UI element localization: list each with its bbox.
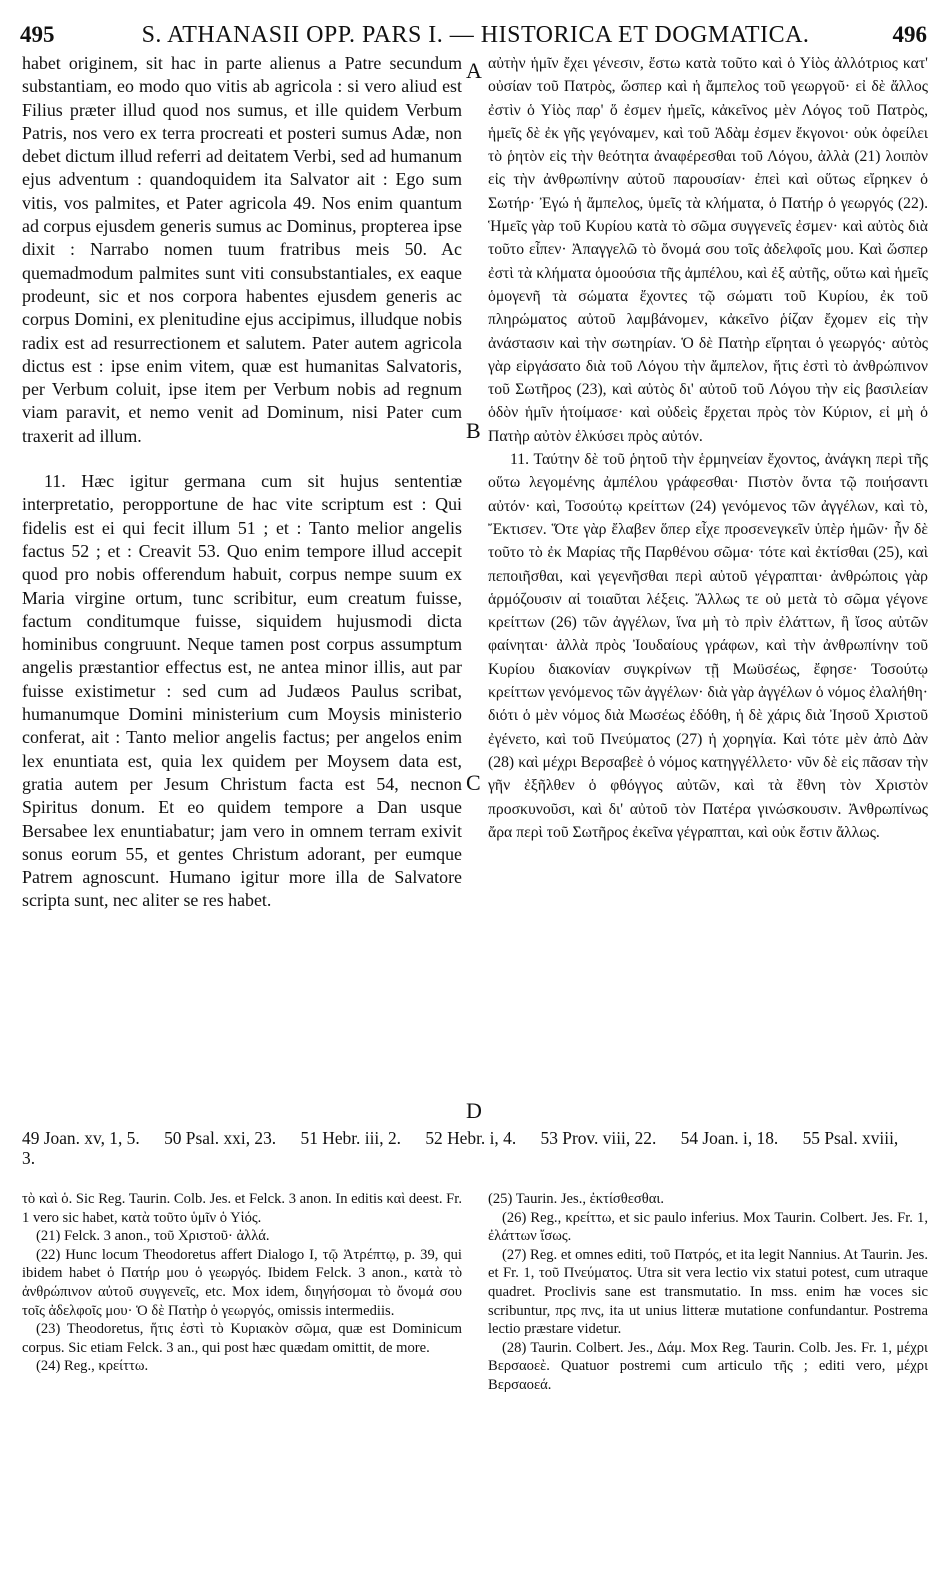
- greek-paragraph-1: αὐτὴν ἡμῖν ἔχει γένεσιν, ἔστω κατὰ τοῦτο καὶ ὁ Υἱὸς ἀλλότριος κατ' οὐσίαν τοῦ Πατρὸς, ὥσπερ καὶ ἡ ἄμπελος τοῦ γεωργοῦ· εἰ δὲ ἄλλος ἐστὶν ὁ Υἱὸς παρ' ὅ ἐσμεν ἡμεῖς, κἀκεῖνος μὲν Λόγος τοῦ Πατρὸς, ἡμεῖς δὲ ἐκ γῆς γεγόναμεν, καὶ τοῦ Ἀδὰμ ἐσμεν ἔκγονοι· οὐκ ὀφείλει τὸ ῥητὸν εἰς τὴν θεότητα ἀναφέρεσθαι τοῦ Λόγου, ἀλλὰ (21) λοιπὸν εἰς τὴν ἀνθρωπίνην αὐτοῦ παρουσίαν· ἐπεὶ καὶ οὕτως εἴρηκεν ὁ Σωτήρ· Ἐγώ ἡ ἄμπελος, ὑμεῖς τὰ κλήματα, ὁ Πατήρ ὁ γεωργός (22). Ἡμεῖς γὰρ τοῦ Κυρίου κατὰ τὸ σῶμα συγγενεῖς ἐσμεν· καὶ αὐτὸς διὰ τοῦτο εἶπεν· Ἀπαγγελῶ τὸ ὄνομά σου τοῖς ἀδελφοῖς μου. Καὶ ὥσπερ ἐστὶ τὰ κλήματα ὁμοούσια τῆς ἀμπέλου, καὶ ἐξ αὐτῆς, οὕτω καὶ ἡμεῖς ὁμογενῆ τὰ σώματα ἔχοντες τῷ σώματι τοῦ Κυρίου, ἐκ τοῦ πληρώματος αὐτοῦ λαμβάνομεν, κἀκεῖνο ῥίζαν ἔχομεν εἰς τὴν ἀνάστασιν καὶ τὴν σωτηρίαν. Ὁ δὲ Πατὴρ εἴρηται ὁ γεωργός· αὐτὸς γὰρ εἰργάσατο διὰ τοῦ Λόγου τὴν ἄμπελον, ἥτις ἐστὶ τὸ ἀνθρώπινον τοῦ Σωτῆρος (23), καὶ αὐτὸς δι' αὐτοῦ τοῦ Λόγου τὴν εἰς βασιλείαν ὁδὸν ἡμῖν ἡτοίμασε· καὶ οὐδεὶς ἔρχεται πρὸς τὸν Κύριον, εἰ μὴ ὁ Πατὴρ αὐτὸν ἑλκύσει πρὸς αὐτόν.: [488, 55, 928, 445]
- margin-marker-d: D: [466, 1098, 482, 1123]
- critical-notes-left: [22, 1190, 462, 1376]
- note-23: (23) Theodoretus, ἥτις ἐστὶ τὸ Κυριακὸν σῶμα, quæ est Dominicum corpus. Sic etiam Felck. 3 an., qui post hæc quædam omittit, de more.: [22, 1321, 462, 1356]
- page-number-right: 496: [892, 22, 927, 47]
- footnote-53: 53 Prov. viii, 22.: [540, 1128, 657, 1148]
- footnote-54: 54 Joan. i, 18.: [680, 1128, 779, 1148]
- note-22: (22) Hunc locum Theodoretus affert Dialogo I, τῷ Ἀτρέπτῳ, p. 39, qui ibidem habet ὁ Πατήρ μου ὁ γεωργός. Ibidem Felck. 3 anon., κατὰ τὸ ἀνθρώπινον αὐτοῦ συγγενεῖς, etc. Mox idem, διηγήσομαι τὸ ὄνομά σου τοῖς ἀδελφοῖς μου· Ὁ δὲ Πατὴρ ὁ γεωργός, omissis intermediis.: [22, 1246, 462, 1319]
- note-27: (27) Reg. et omnes editi, τοῦ Πατρός, et ita legit Nannius. At Taurin. Jes. et Fr. 1, τοῦ Πνεύματος. Utra sit vera lectio vix statui potest, cum utraque quadret. Proclivis sane est transmutatio. In mss. enim hæ voces sic scribuntur, πρς πνς, ita ut unius litteræ mutatione confundantur. Postrema lectio præstare videtur.: [488, 1246, 928, 1338]
- margin-marker-a: A: [466, 58, 482, 83]
- note-24: (24) Reg., κρείττω.: [36, 1358, 149, 1375]
- page-number-left: 495: [20, 22, 55, 47]
- latin-paragraph-1: habet originem, sit hac in parte alienus a Patre secundum substantiam, eo modo quo vitis ab agricola : si vero aliud est Filius præter illud quod nos sumus, et ille quidem Verbum Patris, nos vero ex terra procreati et posteri sumus Adæ, non debet dictum illud referri ad deitatem Verbi, sed ad humanum ejus adventum : quandoquidem ita Salvator ait : Ego sum vitis, vos palmites, et Pater agricola 49. Nos enim quantum ad corpus ejusdem generis sumus ac Dominus, propterea ipse dixit : Narrabo nomen tuum fratribus meis 50. Ac quemadmodum palmites sunt viti consubstantiales, ex eaque prodeunt, sic et nos corpora habentes ejusdem generis ac corpus Domini, ex plenitudine ejus accipimus, illudque nobis radix est ad resurrectionem et salutem. Pater autem agricola dictus est : ipse enim vitem, quæ est humanitas Salvatoris, per Verbum coluit, ipse item per Verbum nobis ad regnum viam paravit, et nemo venit ad Dominum, nisi Pater cum traxerit ad illum.: [22, 53, 462, 446]
- footnote-52: 52 Hebr. i, 4.: [425, 1128, 517, 1148]
- footnote-50: 50 Psal. xxi, 23.: [164, 1128, 277, 1148]
- note-26: (26) Reg., κρείττω, et sic paulo inferius. Mox Taurin. Colbert. Jes. Fr. 1, ἐλάττων ἴσως.: [488, 1209, 928, 1245]
- latin-paragraph-2: 11. Hæc igitur germana cum sit hujus sententiæ interpretatio, peropportune de hac vite scriptum est : Qui fidelis est ei qui fecit illum 51 ; et : Tanto melior angelis factus 52 ; et : Creavit 53. Quo enim tempore illud accepit quod pro nobis offerendum habuit, corpus nempe suum ex Maria virgine ortum, tunc scribitur, eum creatum fuisse, factum conditumque fuisse, siquidem hujusmodi dicta hominibus congruunt. Neque tamen post corpus assumptum angelis præstantior effectus est, ne antea minor illis, aut par fuisse existimetur : sed cum ad Judæos Paulus scribat, humanumque Domini ministerium cum Moysis ministerio conferat, ait : Tanto melior angelis factus; per angelos enim lex enuntiata est, quia lex quidem per Moysem data est, gratia autem per Jesum Christum facta est 54, necnon Spiritus donum. Et eo quidem tempore a Dan usque Bersabee lex enuntiabatur; jam vero in omnem terram exivit sonus eorum 55, et gentes Christum adorant, per eumque Patrem agnoscunt. Humano igitur more illa de Salvatore scripta sunt, nec aliter se res habet.: [22, 471, 462, 911]
- footnote-49: 49 Joan. xv, 1, 5.: [22, 1128, 140, 1148]
- footnote-55: 55 Psal. xviii, 3.: [22, 1128, 899, 1168]
- note-25: (25) Taurin. Jes., ἐκτίσθεσθαι.: [488, 1191, 664, 1207]
- latin-column: [22, 52, 462, 913]
- note-28: (28) Taurin. Colbert. Jes., Δάμ. Mox Reg. Taurin. Colb. Jes. Fr. 1, μέχρι Βερσαοεὲ. Quatuor postremi cum articulo τῆς ; editi vero, μέχρι Βερσαοεά.: [488, 1339, 928, 1393]
- margin-marker-b: B: [466, 418, 481, 443]
- footnote-51: 51 Hebr. iii, 2.: [300, 1128, 401, 1148]
- scripture-footnotes: [22, 1128, 927, 1168]
- margin-marker-c: C: [466, 770, 481, 795]
- greek-column: [488, 52, 928, 844]
- critical-notes-right: [488, 1190, 928, 1395]
- note-21: (21) Felck. 3 anon., τοῦ Χριστοῦ· ἀλλά.: [36, 1228, 270, 1245]
- greek-paragraph-2: 11. Ταύτην δὲ τοῦ ῥητοῦ τὴν ἑρμηνείαν ἔχοντος, ἀνάγκη περὶ τῆς οὕτω λεγομένης ἀμπέλου γράφεσθαι· Πιστὸν ὄντα τῷ ποιήσαντι αὐτόν· καὶ, Τοσούτῳ κρείττων (24) γενόμενος τῶν ἀγγέλων, καὶ τὸ, Ἔκτισεν. Ὅτε γὰρ ἔλαβεν ὅπερ εἶχε προσενεγκεῖν ὑπὲρ ἡμῶν· ἦν δὲ τοῦτο τὸ ἐκ Μαρίας τῆς Παρθένου σῶμα· τότε καὶ ἐκτίσθαι (25), καὶ πεποιῆσθαι, καὶ γεγενῆσθαι περὶ αὐτοῦ γέγραπται· ἀνθρώποις γὰρ ἁρμόζουσιν αἱ τοιαῦται λέξεις. Ἄλλως τε οὐ μετὰ τὸ σῶμα γέγονε κρείττων (26) τῶν ἀγγέλων, ἵνα μὴ τὸ πρὶν ἐλάττων, ἢ ἴσος αὐτῶν φαίνηται· ἀλλὰ πρὸς Ἰουδαίους γράφων, καὶ τὴν ἀνθρωπίνην τοῦ Κυρίου διακονίαν συγκρίνων τῇ Μωϋσέως, ἔφησε· Τοσούτῳ κρείττων γενόμενος τῶν ἀγγέλων· διὰ γὰρ ἀγγέλων ὁ νόμος ἐλαλήθη· διότι ὁ μὲν νόμος διὰ Μωσέως ἐδόθη, ἡ δὲ χάρις διὰ Ἰησοῦ Χριστοῦ ἐγένετο, καὶ τοῦ Πνεύματος (27) ἡ χορηγία. Καὶ τότε μὲν ἀπὸ Δὰν (28) καὶ μέχρι Βερσαβεὲ ὁ νόμος κατηγγέλλετο· νῦν δὲ εἰς πᾶσαν τὴν γῆν ἐξῆλθεν ὁ φθόγγος αὐτῶν, καὶ τὰ ἔθνη τὸν Χριστὸν προσκυνοῦσι, καὶ δι' αὐτοῦ τὸν Πατέρα γινώσκουσιν. Ἀνθρωπίνως ἄρα περὶ τοῦ Σωτῆρος ἐκεῖνα γέγραπται, καὶ οὐκ ἔστιν ἄλλως.: [488, 451, 928, 841]
- running-title: S. ATHANASII OPP. PARS I. — HISTORICA ET DOGMATICA.: [141, 22, 810, 48]
- note-continuation: τὸ καὶ ὁ. Sic Reg. Taurin. Colb. Jes. et Felck. 3 anon. In editis καὶ deest. Fr. 1 vero sic habet, κατὰ τοῦτο ὑμῖν ὁ Υἱός.: [22, 1191, 462, 1226]
